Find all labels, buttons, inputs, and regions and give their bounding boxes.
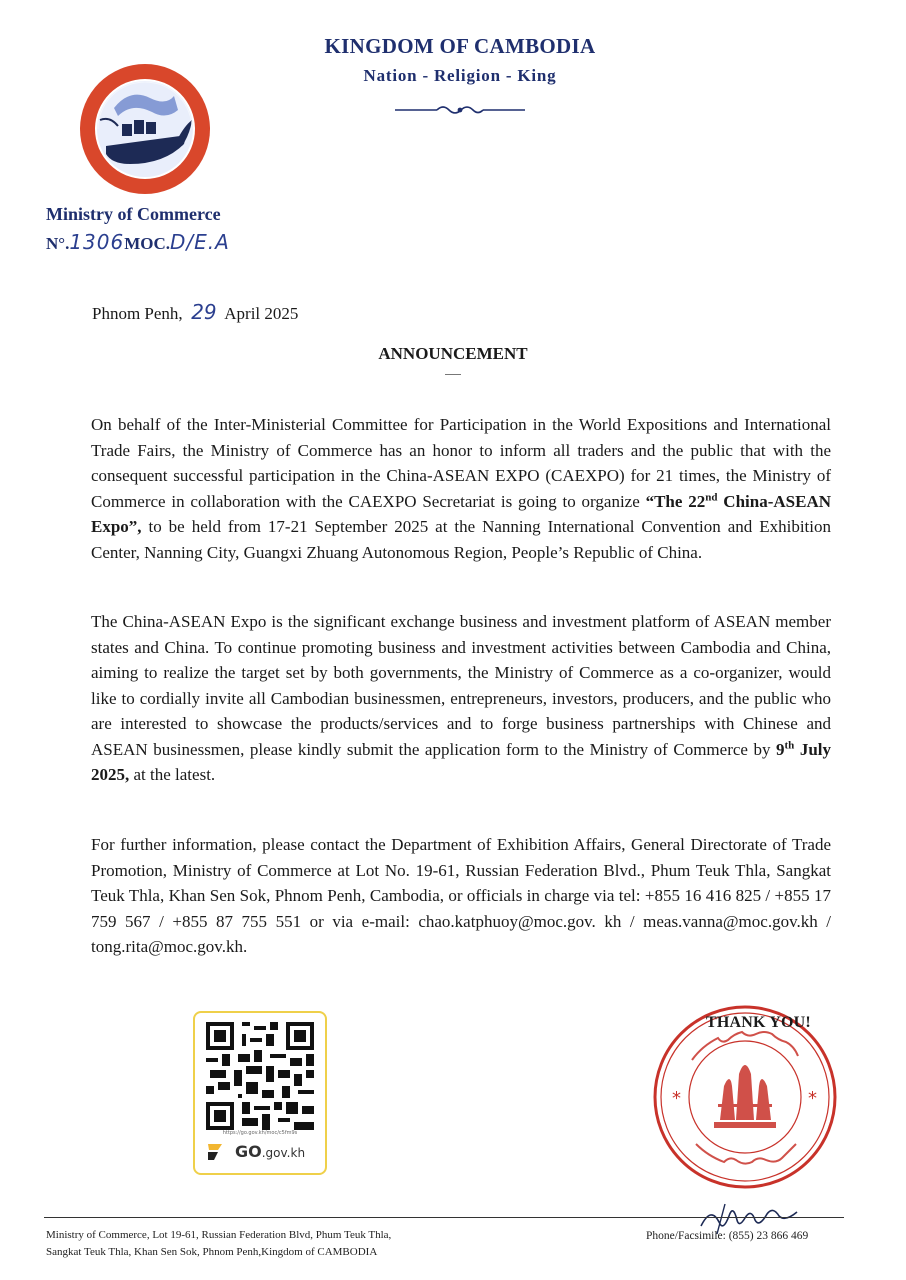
ref-suffix-handwritten: D/E.A [170, 230, 230, 254]
paragraph-intro-text-b: to be held from 17-21 September 2025 at the Nanning International Convention and Exhibition Center, Nanning City, Guangxi Zhuang Autonomous Region, People’s Republic of China. [91, 517, 831, 562]
deadline-rest: July 2025, [91, 739, 831, 784]
qr-code-icon[interactable] [206, 1022, 314, 1130]
go-brand: GO [235, 1142, 262, 1161]
go-brand-text [235, 1142, 305, 1161]
date-day-handwritten: 29 [191, 300, 217, 324]
thank-you-text: THANK YOU! [706, 1014, 811, 1031]
title-underline [445, 374, 461, 375]
event-name-sup: nd [705, 490, 718, 503]
ministry-name: Ministry of Commerce [46, 204, 221, 224]
footer-address [46, 1227, 391, 1261]
reference-number [46, 230, 230, 254]
ref-number-handwritten: 1306 [69, 230, 125, 254]
national-motto: Nation - Religion - King [363, 66, 557, 85]
ministry-seal-logo [78, 62, 212, 196]
paragraph-intro-text-a: On behalf of the Inter-Ministerial Committee for Participation in the World Expositions and International Trade Fairs, the Ministry of Commerce has an honor to inform all traders and the public that with the consequent successful participation in the China-ASEAN EXPO (CAEXPO) for 21 times, the Ministry of Commerce in collaboration with the CAEXPO Secretariat is going to organize [91, 415, 831, 511]
paragraph-invitation-text-b: at the latest. [129, 765, 216, 784]
paragraph-invitation-text-a: The China-ASEAN Expo is the significant exchange business and investment platform of ASEAN member states and China. To continue promoting business and investment activities between Cambodia and China, aiming to realize the target set by both governments, the Ministry of Commerce as a co-organizer, would like to cordially invite all Cambodian businessmen, entrepreneurs, investors, producers, and the public who are interested to showcase the products/services and to forge business partnerships with Chinese and ASEAN businessmen, please kindly submit the application form to the Ministry of Commerce by [91, 612, 831, 759]
paragraph-contact: For further information, please contact the Department of Exhibition Affairs, General Directorate of Trade Promotion, Ministry of Commerce at Lot No. 19-61, Russian Federation Blvd., Phum Teuk Thla, Sangkat Teuk Thla, Khan Sen Sok, Phnom Penh, Cambodia, or officials in charge via tel: +855 16 416 825 / +855 17 759 567 / +855 87 755 551 or via e-mail: chao.katphuoy@moc.gov. kh / meas.vanna@moc.gov.kh / tong.rita@moc.gov.kh. [91, 835, 831, 956]
footer-address-line1: Ministry of Commerce, Lot 19-61, Russian Federation Blvd, Phum Teuk Thla, [46, 1229, 392, 1241]
deadline-sup: th [784, 738, 795, 751]
paragraph-invitation [91, 609, 831, 788]
svg-text:*: * [808, 1088, 817, 1109]
footer-address-line2: Sangkat Teuk Thla, Khan Sen Sok, Phnom Penh,Kingdom of CAMBODIA [46, 1246, 378, 1258]
ornament-divider-icon [395, 100, 525, 120]
date-place: Phnom Penh, [92, 304, 183, 323]
footer-phone: Phone/Facsimile: (855) 23 866 469 [646, 1230, 809, 1242]
go-brand-suffix: .gov.kh [261, 1146, 306, 1160]
date-month-year: April 2025 [224, 304, 299, 323]
ref-printed: MOC. [124, 234, 171, 253]
ref-prefix: N°. [46, 234, 70, 253]
deadline-day: 9 [776, 739, 785, 759]
go-logo-icon [205, 1140, 229, 1164]
event-name-open: “The 22 [645, 491, 706, 511]
go-gov-kh-logo [205, 1140, 317, 1164]
svg-text:*: * [672, 1088, 681, 1109]
event-name-close: China-ASEAN Expo”, [91, 491, 832, 536]
kingdom-title: KINGDOM OF CAMBODIA [324, 34, 596, 58]
qr-code-card[interactable] [193, 1011, 327, 1175]
announcement-title: ANNOUNCEMENT [378, 344, 528, 363]
qr-url[interactable]: https://go.gov.kh/moc/c5fm9s [222, 1130, 298, 1136]
footer-divider [44, 1217, 844, 1218]
paragraph-intro [91, 412, 831, 565]
date-line [92, 300, 298, 324]
